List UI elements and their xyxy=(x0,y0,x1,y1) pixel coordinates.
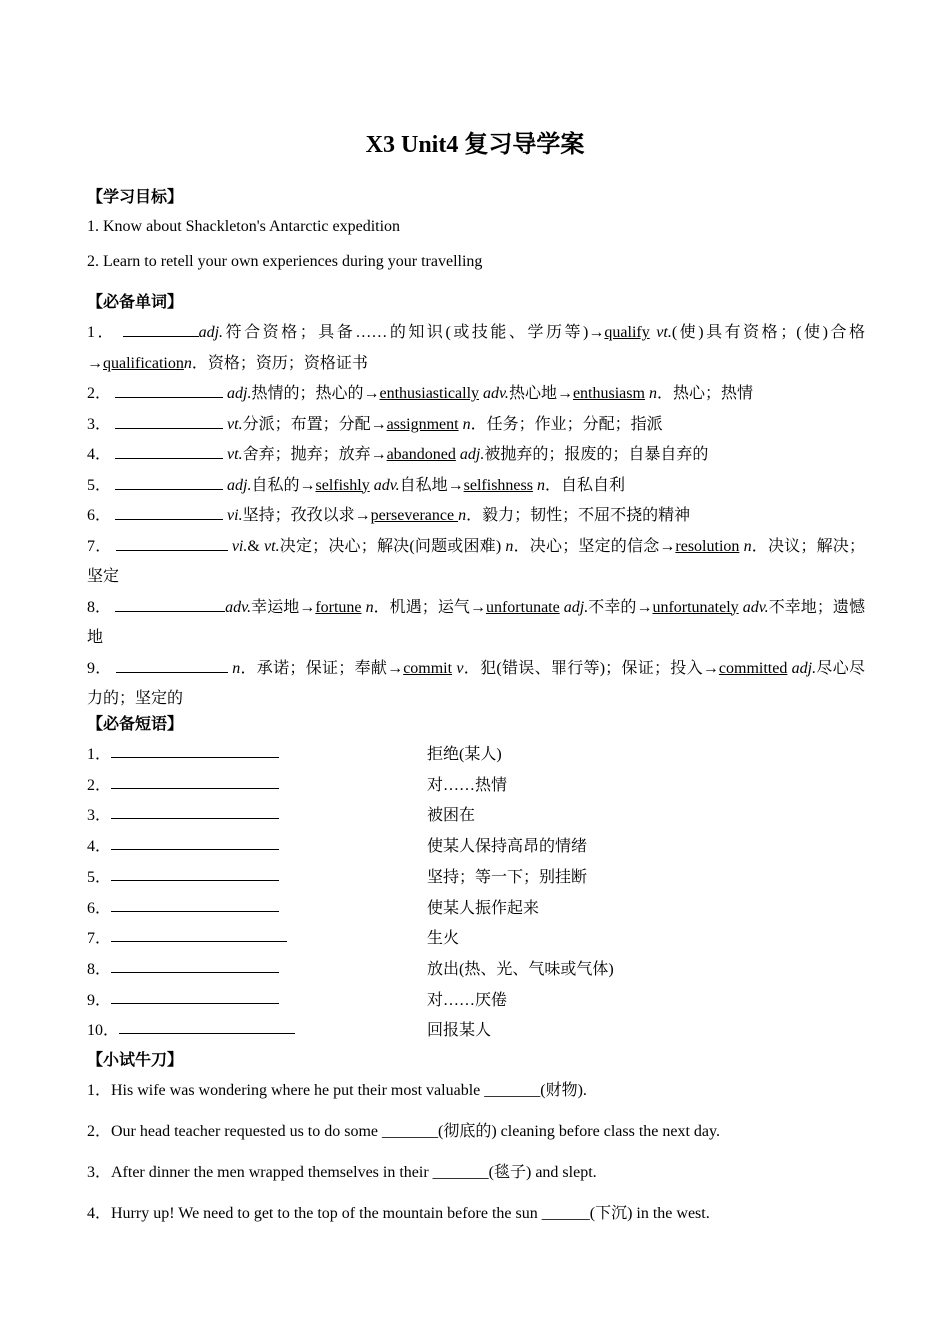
phrase-item xyxy=(87,925,865,955)
vocab-text: 不幸地；遗憾地 xyxy=(87,598,865,646)
vocab-text: 9． xyxy=(87,659,116,677)
phrase-number: 10． xyxy=(87,1022,120,1040)
phrase-meaning: 回报某人 xyxy=(427,1022,492,1040)
part-of-speech: vt. xyxy=(227,415,243,433)
answer-blank xyxy=(111,833,279,850)
vocab-item xyxy=(87,471,865,502)
vocab-text: ．决议；解决；坚定 xyxy=(87,537,865,585)
phrase-meaning: 被困在 xyxy=(427,807,476,825)
answer-blank xyxy=(116,536,228,551)
vocab-text: ．毅力；韧性；不屈不挠的精神 xyxy=(466,507,691,524)
phrase-item xyxy=(87,987,865,1017)
vocab-text: ．任务；作业；分配；指派 xyxy=(470,415,663,433)
phrase-meaning: 坚持；等一下；别挂断 xyxy=(427,868,588,886)
answer-blank xyxy=(115,444,223,459)
answer-blank xyxy=(115,597,225,612)
part-of-speech: n xyxy=(183,354,192,372)
part-of-speech: adj. xyxy=(227,385,252,402)
vocab-item xyxy=(87,379,865,410)
vocab-text: ．热心；热情 xyxy=(656,385,753,402)
vocab-text: ．犯(错误、罪行等)；保证；投入→ xyxy=(463,659,719,677)
phrase-item xyxy=(87,772,865,802)
part-of-speech: adv. xyxy=(742,598,769,616)
answer-blank xyxy=(123,322,199,337)
derived-word: resolution xyxy=(675,537,740,555)
vocab-text: & xyxy=(247,537,265,555)
part-of-speech: n xyxy=(536,476,545,494)
phrase-item xyxy=(87,1017,865,1047)
phrase-number: 4． xyxy=(87,838,112,856)
answer-blank xyxy=(115,383,223,398)
answer-blank xyxy=(116,658,228,673)
vocab-text: 符合资格；具备……的知识(或技能、学历等)→ xyxy=(223,324,605,341)
vocab-text: 不幸的→ xyxy=(588,598,653,616)
vocab-text: ．自私自利 xyxy=(544,476,625,494)
vocab-text: ．机遇；运气→ xyxy=(373,598,486,616)
derived-word: assignment xyxy=(386,415,459,433)
phrase-number: 1． xyxy=(87,746,112,763)
vocab-item xyxy=(87,593,865,654)
objective-item: 2. Learn to retell your own experiences during your travelling xyxy=(87,253,483,270)
phrase-number: 9． xyxy=(87,991,112,1009)
derived-word: unfortunate xyxy=(485,598,560,616)
practice-item: 1．His wife was wondering where he put their most valuable _______(财物). xyxy=(87,1082,587,1099)
answer-blank xyxy=(111,802,279,819)
objectives-heading: 【学习目标】 xyxy=(87,189,184,206)
phrase-item xyxy=(87,895,865,925)
vocab-text: 决定；决心；解决(问题或困难) xyxy=(279,537,506,555)
part-of-speech: n xyxy=(365,598,374,616)
derived-word: committed xyxy=(718,659,788,677)
answer-blank xyxy=(111,772,279,789)
objective-item: 1. Know about Shackleton's Antarctic expedition xyxy=(87,218,401,235)
phrase-meaning: 对……厌倦 xyxy=(427,991,508,1009)
derived-word: abandoned xyxy=(386,446,456,463)
answer-blank xyxy=(115,505,223,520)
vocab-text: 自私的→ xyxy=(251,476,316,494)
vocab-text: 7． xyxy=(87,537,116,555)
answer-blank xyxy=(111,925,287,942)
vocab-text: 舍弃；抛弃；放弃→ xyxy=(242,446,387,463)
derived-word: enthusiastically xyxy=(379,385,480,402)
derived-word: unfortunately xyxy=(652,598,739,616)
phrase-meaning: 生火 xyxy=(427,930,460,948)
phrase-number: 2． xyxy=(87,776,112,794)
vocab-item xyxy=(87,410,865,441)
vocab-text: 1． xyxy=(87,324,123,341)
vocab-text: 热情的；热心的→ xyxy=(251,385,380,402)
answer-blank xyxy=(115,475,223,490)
phrase-meaning: 放出(热、光、气味或气体) xyxy=(427,960,614,978)
phrase-number: 6． xyxy=(87,899,112,917)
vocab-text: 分派；布置；分配→ xyxy=(242,415,387,433)
answer-blank xyxy=(111,956,279,973)
vocab-text: 热心地→ xyxy=(508,385,573,402)
answer-blank xyxy=(115,414,223,429)
phrase-item xyxy=(87,833,865,863)
derived-word: selfishness xyxy=(463,476,533,494)
phrase-item xyxy=(87,956,865,986)
page-title: X3 Unit4 复习导学案 xyxy=(365,132,585,158)
derived-word: perseverance xyxy=(370,507,459,524)
vocab-text: 尽心尽力的；坚定的 xyxy=(87,659,865,707)
phrase-meaning: 对……热情 xyxy=(427,776,508,794)
part-of-speech: adj. xyxy=(227,476,252,494)
vocab-item xyxy=(87,501,865,532)
part-of-speech: adj. xyxy=(459,446,485,463)
vocab-text: ．决心；坚定的信念→ xyxy=(513,537,676,555)
phrase-item xyxy=(87,864,865,894)
phrase-item xyxy=(87,802,865,832)
part-of-speech: vi. xyxy=(227,507,243,524)
phrase-meaning: 拒绝(某人) xyxy=(427,746,502,763)
phrase-meaning: 使某人保持高昂的情绪 xyxy=(427,838,588,856)
phrase-number: 3． xyxy=(87,807,112,825)
vocab-text: 3． xyxy=(87,415,116,433)
part-of-speech: vt. xyxy=(227,446,243,463)
vocab-item xyxy=(87,440,865,471)
vocab-text: ．承诺；保证；奉献→ xyxy=(240,659,404,677)
derived-word: fortune xyxy=(315,598,362,616)
part-of-speech: n xyxy=(458,507,467,524)
vocab-heading: 【必备单词】 xyxy=(87,294,184,311)
phrase-number: 8． xyxy=(87,960,112,978)
answer-blank xyxy=(119,1017,295,1034)
derived-word: qualification xyxy=(103,354,184,372)
part-of-speech: adj. xyxy=(791,659,817,677)
vocab-text: 自私地→ xyxy=(399,476,464,494)
part-of-speech: vt. xyxy=(264,537,280,555)
vocab-text: 2． xyxy=(87,385,116,402)
phrase-meaning: 使某人振作起来 xyxy=(427,899,540,917)
phrase-number: 7． xyxy=(87,930,112,948)
answer-blank xyxy=(111,987,279,1004)
derived-word: commit xyxy=(403,659,453,677)
phrase-number: 5． xyxy=(87,868,112,886)
vocab-text: ．资格；资历；资格证书 xyxy=(191,354,368,372)
part-of-speech: n xyxy=(648,385,657,402)
answer-blank xyxy=(111,741,279,758)
vocab-text: 5． xyxy=(87,476,116,494)
part-of-speech: vt. xyxy=(656,324,672,341)
part-of-speech: adv. xyxy=(483,385,509,402)
vocab-item xyxy=(87,318,865,379)
part-of-speech: adj. xyxy=(198,324,224,341)
derived-word: qualify xyxy=(604,324,650,341)
vocab-item xyxy=(87,654,865,715)
practice-item: 4．Hurry up! We need to get to the top of the mountain before the sun ______(下沉) in the west. xyxy=(87,1205,710,1222)
practice-heading: 【小试牛刀】 xyxy=(87,1052,184,1069)
vocab-text: 幸运地→ xyxy=(251,598,316,616)
derived-word: selfishly xyxy=(315,476,370,494)
vocab-list xyxy=(87,318,865,715)
vocab-item xyxy=(87,532,865,593)
vocab-text: 被抛弃的；报废的；自暴自弃的 xyxy=(484,446,709,463)
vocab-text: 6． xyxy=(87,507,116,524)
practice-item: 2．Our head teacher requested us to do some _______(彻底的) cleaning before class the next day. xyxy=(87,1123,720,1140)
part-of-speech: n xyxy=(505,537,514,555)
answer-blank xyxy=(111,895,279,912)
vocab-text: (使)具有资格；(使)合格 → xyxy=(87,324,865,372)
part-of-speech: adv. xyxy=(225,598,252,616)
part-of-speech: n xyxy=(743,537,752,555)
part-of-speech: n xyxy=(232,659,241,677)
practice-item: 3．After dinner the men wrapped themselves in their _______(毯子) and slept. xyxy=(87,1164,597,1181)
answer-blank xyxy=(111,864,279,881)
part-of-speech: n xyxy=(462,415,471,433)
derived-word: enthusiasm xyxy=(572,385,645,402)
vocab-text: 8． xyxy=(87,598,116,616)
vocab-text: 坚持；孜孜以求→ xyxy=(242,507,371,524)
part-of-speech: vi. xyxy=(231,537,248,555)
part-of-speech: adj. xyxy=(563,598,589,616)
phrase-item xyxy=(87,741,865,771)
part-of-speech: v xyxy=(456,659,464,677)
phrases-heading: 【必备短语】 xyxy=(87,716,184,733)
vocab-text: 4． xyxy=(87,446,116,463)
part-of-speech: adv. xyxy=(373,476,400,494)
